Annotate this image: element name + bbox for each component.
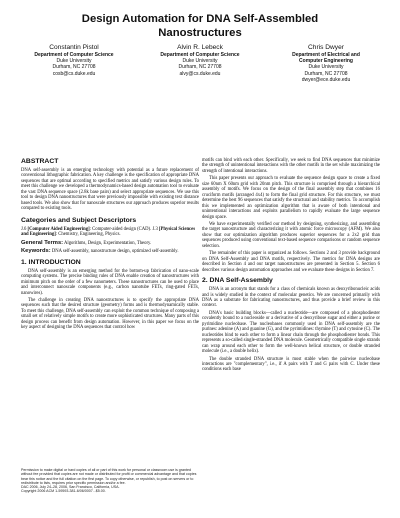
author-dept: Department of Electrical and: [292, 52, 360, 58]
author-city: Durham, NC 27708: [178, 64, 222, 71]
author-1: [14, 44, 134, 77]
author-city: Durham, NC 27708: [304, 70, 348, 77]
categories-heading: Categories and Subject Descriptors: [21, 216, 137, 224]
author-2: [140, 44, 260, 77]
author-university: Duke University: [182, 58, 218, 65]
author-dept: Department of Computer Science: [160, 52, 240, 58]
dna-paragraph-1: DNA is an acronym that stands for a class of chemicals known as deoxyribonucleic acids and is widely studied in the context of molecular genetics. We are concerned primarily with DNA as a substrate for fabricating nanostructures, and thus provide a brief review in this context.: [202, 287, 380, 309]
author-email: alvy@cs.duke.edu: [179, 70, 221, 77]
author-city: Durham, NC 27708: [52, 64, 96, 71]
categories-part-2: : Computer-aided design (CAD). J.3: [89, 226, 159, 232]
dna-self-assembly-heading: 2. DNA Self-Assembly: [202, 277, 273, 285]
introduction-paragraph-1: DNA self-assembly is an emerging method for the bottom-up fabrication of nano-scale computing systems. The precise binding rules of DNA enable creation of nanostructures with minimum pitch on the order of a few nanometers. These nanostructures can be used to place and interconnect nanoscale components (e.g., carbon nanotube FETs, ring-gated FETs, nanowires).: [21, 268, 199, 296]
categories-bold-1: [Computer Aided Engineering]: [27, 226, 90, 232]
right-column: [202, 158, 380, 375]
author-university: Duke University: [56, 58, 92, 65]
categories-part-3: : Chemistry, Engineering, Physics.: [55, 232, 121, 238]
left-column: [21, 158, 199, 333]
right-paragraph-4: The remainder of this paper is organized as follows. Sections 2 and 3 provide background on DNA Self-Assembly and DNA motifs, respectively. The metrics for DNA designs are described in Section 4 and our target nanostructures are presented in Section 5. Section 6 describes various design automation approaches and we evaluate these designs in Section 7.: [202, 251, 380, 273]
general-terms-heading: General Terms:: [21, 239, 64, 246]
general-terms-text: Algorithms, Design, Experimentation, Theory.: [63, 240, 152, 246]
author-3: [266, 44, 386, 83]
author-block: [14, 44, 386, 96]
categories-bold-2: [Physical Sciences and Engineering]: [21, 226, 196, 238]
right-paragraph-3: We have experimentally verified our method by designing, synthesizing, and assembling the target nanostructure and characterizing it with atomic force microscopy (AFM). We also show that our optimization algorithm produces superior sequences for a 2x2 grid than sequences produced using conventional text-based sequence comparisons or random sequence selection.: [202, 221, 380, 249]
categories-text: [21, 227, 199, 238]
introduction-paragraph-2: The challenge in creating DNA nanostructures is to specify the appropriate DNA sequences such that the desired structure (geometry) forms and is thermodynamically stable. To meet this challenge, DNA self-assembly can exploit the common technique of composing a small set of relatively simple motifs to create more sophisticated structures. Many parts of this design process can benefit from design automation. However, in this paper we focus on the key aspect of designing the DNA sequences that control how: [21, 297, 199, 331]
categories-part-1: J.6: [21, 226, 28, 232]
copyright-footnote: [21, 468, 199, 494]
author-name: Alvin R. Lebeck: [177, 44, 223, 51]
dna-paragraph-3: The double stranded DNA structure is most stable when the pairwise nucleobase interactions are "complementary", i.e., if A pairs with T and G pairs with C. Under these conditions each base: [202, 356, 380, 373]
author-name: Chris Dwyer: [308, 44, 344, 51]
right-paragraph-2: This paper presents our approach to evaluate the sequence design space to create a fixed size 60nm X 60nm grid with 20nm pitch. This structure is comprised through a hierarchical assembly of motifs. We focus on the design of the final assembly step that combines 16 cruciform motifs (arranged 4x4) to form the final grid structure. For this structure, we must determine the best 96 sequences that satisfy the structural and stability metrics. To accomplish this we implemented an optimization algorithm that is aware of both intentional and unintentional interactions and exploits parallelism to rapidly evaluate the large sequence design space.: [202, 176, 380, 220]
footnote-copyright: Copyright 2006 ACM 1-59593-381-6/06/0007...$5.00.: [21, 489, 106, 494]
dna-paragraph-2: DNA's basic building blocks—called a nucleotide—are composed of a phosphodiester covalently bound to a nucleoside or a derivative of a deoxyribose sugar and either a purine or pyrimidine nucleobase. The nucleobases commonly used in DNA self-assembly are the purines: adenine (A) and guanine (G), and the pyrimidines: thymine (T) and cytosine (C). The nucleotides bind to each other to form a linear chain through the phosphodiester bonds. This represents a so-called single-stranded DNA molecule. Geometrically compatible single strands can wrap around each other to form the well-known helical structure, or double stranded molecule (i.e., a double helix).: [202, 310, 380, 355]
author-university: Duke University: [308, 64, 344, 71]
author-email: cosb@cs.duke.edu: [52, 70, 96, 77]
introduction-heading: 1. INTRODUCTION: [21, 258, 81, 266]
abstract-heading: ABSTRACT: [21, 158, 59, 165]
abstract-text: DNA self-assembly is an emerging technology with potential as a future replacement of conventional lithographic fabrication. A key challenge is the specification of appropriate DNA sequences that are optimal according to specified metrics and satisfy various design rules. To meet this challenge we developed a thermodynamics-based design automation tool to evaluate the vast DNA sequence space (2.8k base pairs) and select appropriate sequences. We use this tool to design DNA nanostructures that were previously impossible with existing text distance based tools. We also show that for nanoscale structures our approach produces superior results compared to existing tools.: [21, 168, 199, 212]
general-terms: [21, 241, 199, 247]
right-paragraph-1: motifs can bind with each other. Specifically, we seek to find DNA sequences that minimize the strength of unintentional interactions with the other motifs in the set while maximizing the strength of intentional interactions.: [202, 158, 380, 174]
keywords-text: DNA self-assembly, nanostructure design, optimized self-assembly.: [50, 249, 179, 255]
paper-title: [20, 12, 380, 40]
footnote-conference: DAC 2006, July 24–28, 2006, San Francisco, California, USA.: [21, 485, 120, 490]
author-email: dwyer@ece.duke.edu: [301, 76, 351, 83]
title-line-2: Nanostructures: [158, 27, 242, 39]
author-dept-2: Computer Engineering: [299, 58, 353, 65]
author-dept: Department of Computer Science: [34, 52, 114, 58]
author-name: Constantin Pistol: [49, 44, 99, 51]
keywords: [21, 249, 199, 255]
keywords-heading: Keywords:: [21, 248, 51, 255]
footnote-permission: Permission to make digital or hard copies of all or part of this work for personal or classroom use is granted without fee provided that copies are not made or distributed for profit or commercial advantage and that copies bear this notice and the full citation on the first page. To copy otherwise, or republish, to post on servers or to redistribute to lists, requires prior specific permission and/or a fee.: [21, 468, 197, 485]
title-line-1: Design Automation for DNA Self-Assembled: [81, 13, 319, 25]
